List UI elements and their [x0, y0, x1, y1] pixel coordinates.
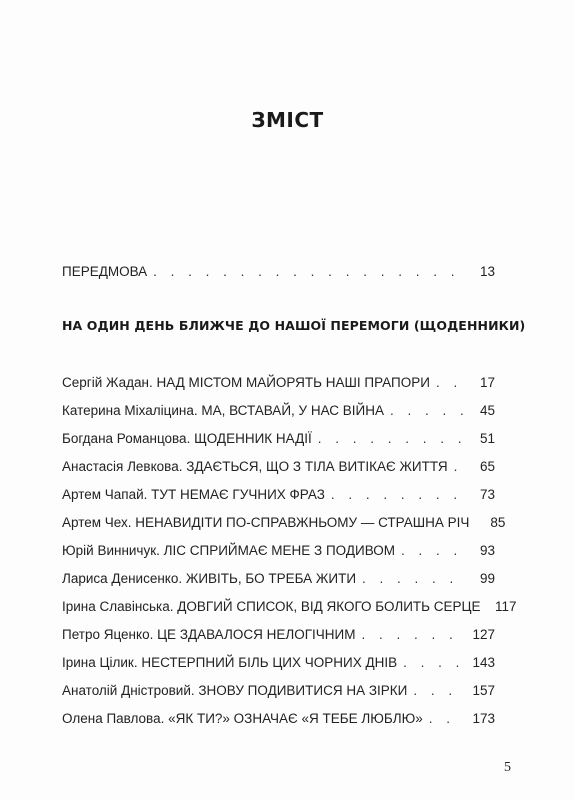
toc-entry[interactable]: [62, 400, 495, 422]
toc-entry-page: 65: [479, 459, 495, 474]
toc-entry-label: Олена Павлова. «ЯК ТИ?» ОЗНАЧАЄ «Я ТЕБЕ ЛЮБЛЮ»: [62, 711, 423, 726]
toc-entry[interactable]: [62, 680, 495, 702]
dot-leader: [403, 652, 465, 674]
toc-entry[interactable]: [62, 372, 495, 394]
toc-entry-page: 51: [479, 431, 495, 446]
toc-entry-label: Ірина Славінська. ДОВГИЙ СПИСОК, ВІД ЯКОГО БОЛИТЬ СЕРЦЕ: [62, 599, 481, 614]
toc-entry-label: Петро Яценко. ЦЕ ЗДАВАЛОСЯ НЕЛОГІЧНИМ: [62, 627, 356, 642]
toc-entry[interactable]: [62, 708, 495, 730]
toc-entry[interactable]: [62, 428, 495, 450]
toc-entry-label: Сергій Жадан. НАД МІСТОМ МАЙОРЯТЬ НАШІ ПРАПОРИ: [62, 375, 430, 390]
toc-entry-page: 13: [479, 264, 495, 279]
dot-leader: [454, 456, 465, 478]
toc-entry-label: Богдана Романцова. ЩОДЕННИК НАДІЇ: [62, 431, 312, 446]
page-number: 5: [504, 760, 511, 775]
toc-entry-page: 117: [494, 599, 517, 614]
dot-leader: [401, 540, 465, 562]
toc-entry[interactable]: [62, 652, 495, 674]
toc-entry-label: Артем Чех. НЕНАВИДІТИ ПО-СПРАВЖНЬОМУ — СТРАШНА РІЧ: [62, 515, 470, 530]
toc-entry-page: 173: [472, 711, 495, 726]
toc-entry-label: Лариса Денисенко. ЖИВІТЬ, БО ТРЕБА ЖИТИ: [62, 571, 357, 586]
toc-entry-label: Юрій Винничук. ЛІС СПРИЙМАЄ МЕНЕ З ПОДИВОМ: [62, 543, 396, 558]
toc-entry-label: Ірина Цілик. НЕСТЕРПНИЙ БІЛЬ ЦИХ ЧОРНИХ ДНІВ: [62, 655, 398, 670]
toc-entry-page: 85: [490, 515, 506, 530]
toc-entry[interactable]: [62, 624, 495, 646]
toc-entry-label: Артем Чапай. ТУТ НЕМАЄ ГУЧНИХ ФРАЗ: [62, 487, 325, 502]
toc-entry[interactable]: [62, 568, 495, 590]
dot-leader: [361, 624, 465, 646]
toc-entry-page: 143: [472, 655, 495, 670]
dot-leader: [331, 484, 465, 506]
dot-leader: [429, 708, 465, 730]
toc-entry-page: 45: [479, 403, 495, 418]
dot-leader: [390, 400, 465, 422]
toc-entry[interactable]: [62, 484, 495, 506]
toc-entry-label: ПЕРЕДМОВА: [62, 264, 148, 279]
dot-leader: [153, 261, 465, 283]
toc-entry[interactable]: [62, 540, 495, 562]
dot-leader: [436, 372, 465, 394]
toc-entry-label: Анастасія Левкова. ЗДАЄТЬСЯ, ЩО З ТІЛА ВИТІКАЄ ЖИТТЯ: [62, 459, 448, 474]
toc-entry-label: Анатолій Дністровий. ЗНОВУ ПОДИВИТИСЯ НА ЗІРКИ: [62, 683, 408, 698]
toc-entry-page: 73: [479, 487, 495, 502]
toc-entry[interactable]: [62, 512, 506, 534]
toc-entry[interactable]: [62, 596, 517, 618]
toc-entry-page: 99: [479, 571, 495, 586]
dot-leader: [318, 428, 465, 450]
toc-entry-page: 127: [472, 627, 495, 642]
toc-entry-page: 93: [479, 543, 495, 558]
toc-entry-page: 157: [472, 683, 495, 698]
toc-entry-preface[interactable]: [62, 261, 495, 283]
dot-leader: [362, 568, 465, 590]
toc-entry[interactable]: [62, 456, 495, 478]
toc-entry-page: 17: [479, 375, 495, 390]
section-heading: НА ОДИН ДЕНЬ БЛИЖЧЕ ДО НАШОЇ ПЕРЕМОГИ (ЩОДЕННИКИ): [62, 318, 526, 333]
page-title: ЗМІСТ: [251, 108, 324, 132]
dot-leader: [413, 680, 465, 702]
toc-entry-label: Катерина Міхаліцина. МА, ВСТАВАЙ, У НАС ВІЙНА: [62, 403, 385, 418]
